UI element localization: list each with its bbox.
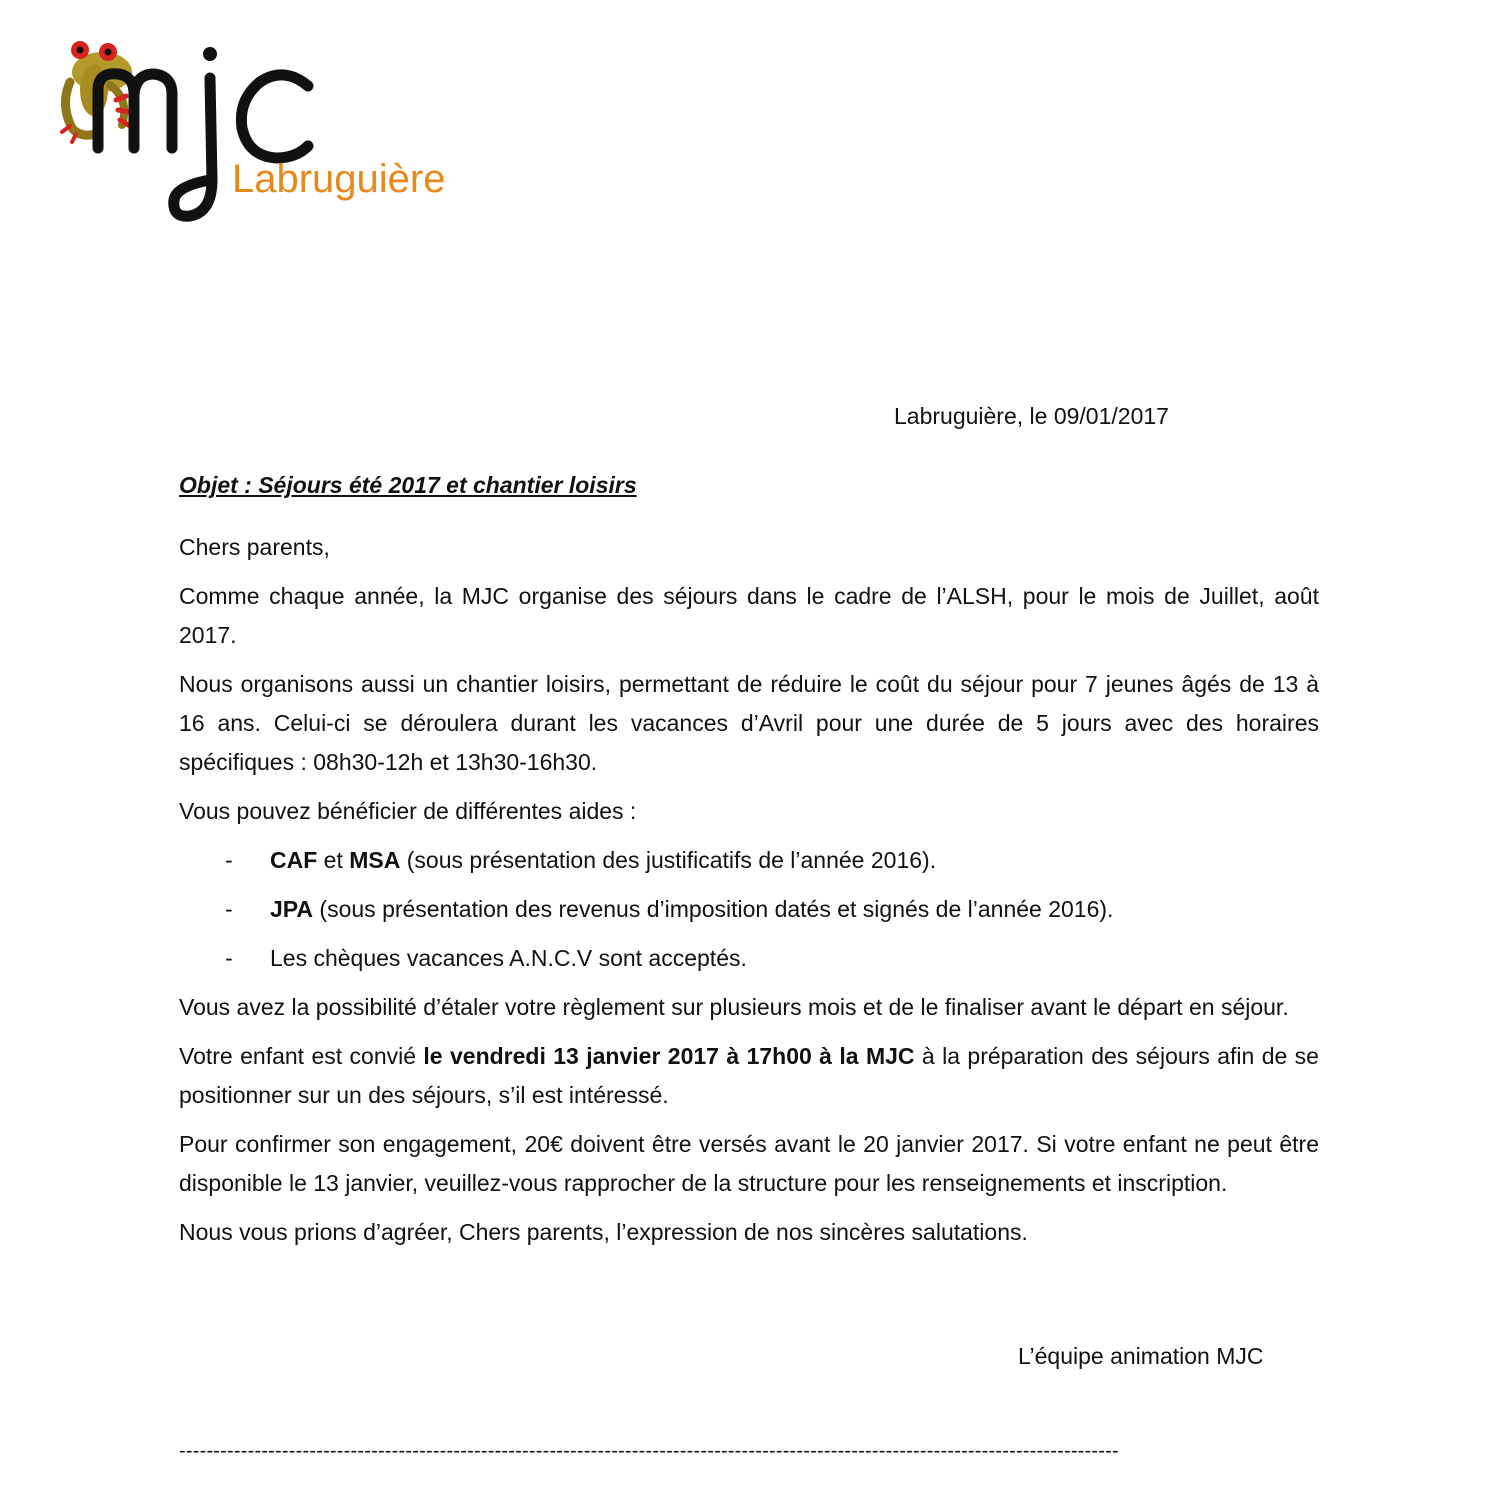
mjc-labruguiere-logo xyxy=(50,30,490,230)
logo-graphic xyxy=(50,30,490,230)
paragraph-engagement: Pour confirmer son engagement, 20€ doivent être versés avant le 20 janvier 2017. Si votre enfant ne peut être disponible le 13 janvier, veuillez-vous rapprocher de la structure pour les renseignements et inscription. xyxy=(179,1131,1319,1196)
paragraph-reglement: Vous avez la possibilité d’étaler votre règlement sur plusieurs mois et de le finaliser avant le départ en séjour. xyxy=(179,994,1289,1020)
bullet-dash: - xyxy=(225,896,233,922)
jpa-detail: (sous présentation des revenus d’imposition datés et signés de l’année 2016). xyxy=(313,896,1114,922)
greeting: Chers parents, xyxy=(179,534,330,560)
preparation-intro: Votre enfant est convié xyxy=(179,1043,424,1069)
paragraph-preparation xyxy=(179,1037,1319,1115)
letter-subject: Objet : Séjours été 2017 et chantier loisirs xyxy=(179,472,637,498)
aides-list xyxy=(179,841,1319,978)
jpa-label: JPA xyxy=(270,896,314,922)
list-item-caf-msa xyxy=(179,841,1319,880)
bullet-dash: - xyxy=(225,945,233,971)
msa-label: MSA xyxy=(349,847,401,873)
logo-town-name: Labruguière xyxy=(232,157,446,201)
preparation-date: le vendredi 13 janvier 2017 à 17h00 à la MJC xyxy=(423,1043,915,1069)
place-and-date: Labruguière, le 09/01/2017 xyxy=(894,403,1169,429)
list-item-ancv xyxy=(179,939,1319,978)
list-item-jpa xyxy=(179,890,1319,929)
cut-line-divider: ----------------------------------------------------------------------------------------------------------------------------------------- xyxy=(179,1440,1119,1462)
caf-msa-detail: (sous présentation des justificatifs de l’année 2016). xyxy=(400,847,937,873)
caf-msa-connector: et xyxy=(317,847,350,873)
signature: L’équipe animation MJC xyxy=(1018,1343,1264,1369)
closing-formula: Nous vous prions d’agréer, Chers parents, l’expression de nos sincères salutations. xyxy=(179,1219,1028,1245)
paragraph-aides-intro: Vous pouvez bénéficier de différentes aides : xyxy=(179,798,637,824)
ancv-text: Les chèques vacances A.N.C.V sont acceptés. xyxy=(270,945,747,971)
caf-label: CAF xyxy=(270,847,318,873)
letter-body xyxy=(179,466,1319,1262)
paragraph-sejours: Comme chaque année, la MJC organise des séjours dans le cadre de l’ALSH, pour le mois de Juillet, août 2017. xyxy=(179,583,1319,648)
paragraph-chantier-loisirs: Nous organisons aussi un chantier loisirs, permettant de réduire le coût du séjour pour 7 jeunes âgés de 13 à 16 ans. Celui-ci se déroulera durant les vacances d’Avril pour une durée de 5 jours avec des horaires spécifiques : 08h30-12h et 13h30-16h30. xyxy=(179,671,1319,775)
preparation-rest: à la préparation des séjours afin de se positionner sur un des séjours, s’il est intéressé. xyxy=(179,1043,1319,1108)
bullet-dash: - xyxy=(225,847,233,873)
